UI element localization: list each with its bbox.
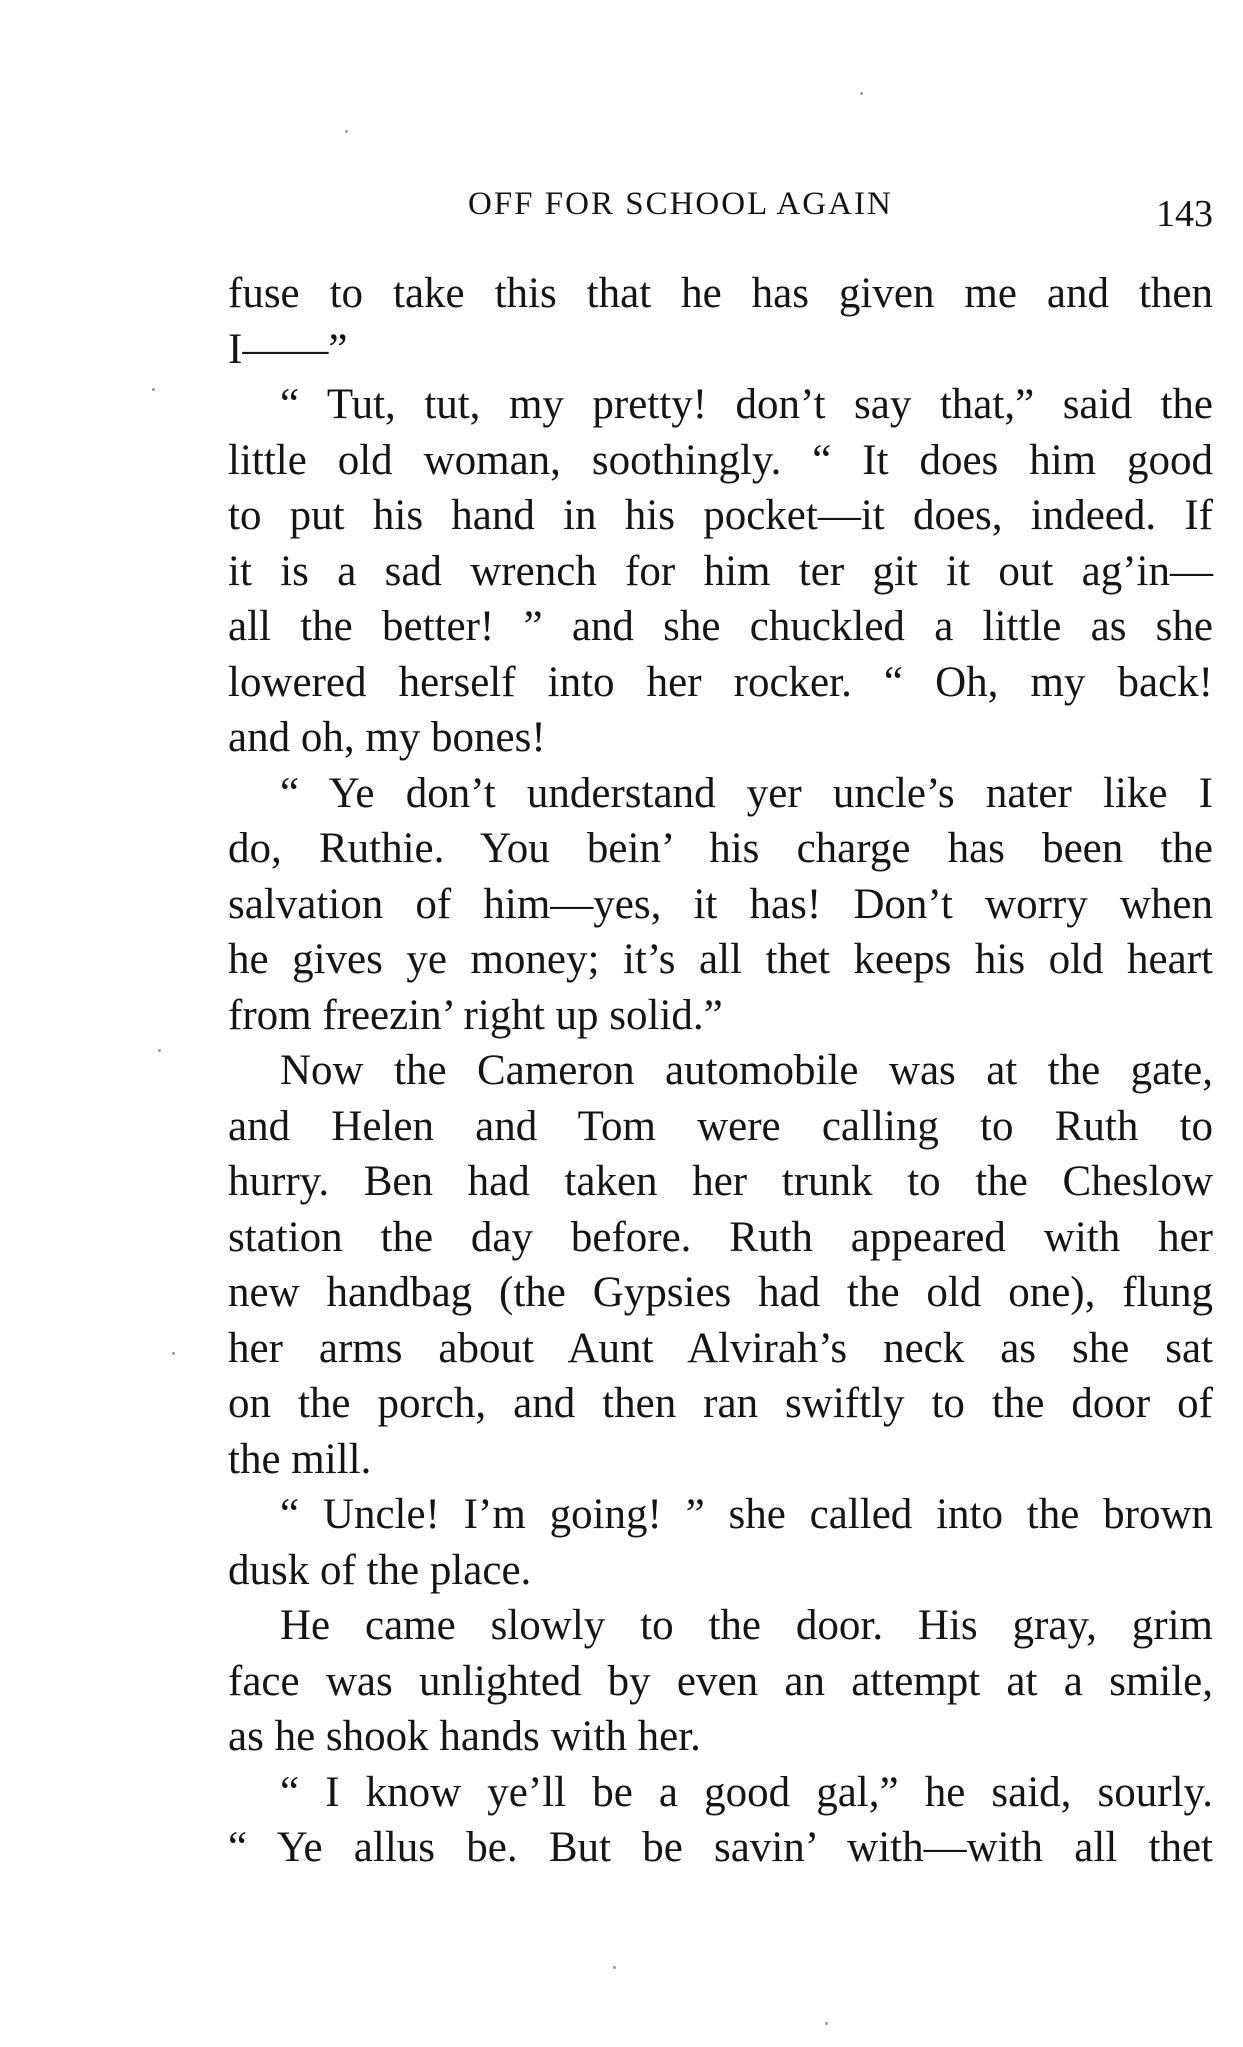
running-title: OFF FOR SCHOOL AGAIN [468,186,893,222]
scan-speck [825,2022,828,2025]
scan-speck [152,388,155,391]
text-line: He came slowly to the door. His gray, grim [280,1602,1213,1649]
scan-speck [158,1049,161,1052]
text-line: and oh, my bones! [228,714,546,761]
text-line: he gives ye money; it’s all thet keeps his old heart [228,936,1213,983]
text-line: “ Tut, tut, my pretty! don’t say that,” said the [280,381,1213,428]
text-line: “ Ye allus be. But be savin’ with—with all thet [228,1824,1213,1871]
text-line: little old woman, soothingly. “ It does him good [228,436,1213,484]
text-line: face was unlighted by even an attempt at a smile, [228,1657,1213,1705]
text-line: Now the Cameron automobile was at the gate, [280,1047,1213,1094]
page-number: 143 [1156,193,1213,235]
text-line: “ I know ye’ll be a good gal,” he said, sourly. [280,1768,1213,1816]
text-line: do, Ruthie. You bein’ his charge has been the [228,825,1213,872]
body-text [228,266,1213,1876]
text-line: new handbag (the Gypsies had the old one), flung [228,1269,1213,1316]
running-head [228,182,1213,235]
text-line: to put his hand in his pocket—it does, indeed. If [228,492,1213,539]
scan-speck [613,1966,616,1969]
text-line: dusk of the place. [228,1546,532,1594]
text-line: “ Ye don’t understand yer uncle’s nater like I [280,769,1213,817]
text-line: the mill. [228,1435,372,1483]
text-line: station the day before. Ruth appeared with her [228,1213,1213,1261]
text-line: as he shook hands with her. [228,1713,701,1760]
text-line: “ Uncle! I’m going! ” she called into the brown [280,1491,1213,1538]
scan-speck [860,92,863,95]
text-line: her arms about Aunt Alvirah’s neck as she sat [228,1324,1213,1372]
text-line: on the porch, and then ran swiftly to the door of [228,1380,1213,1427]
text-line: all the better! ” and she chuckled a little as she [228,603,1213,650]
text-line: fuse to take this that he has given me and then [228,270,1213,317]
scan-speck [345,130,348,133]
text-line: it is a sad wrench for him ter git it out ag’in— [228,547,1213,595]
text-line: I——” [228,325,348,373]
text-line: and Helen and Tom were calling to Ruth to [228,1102,1213,1150]
text-line: from freezin’ right up solid.” [228,991,723,1039]
text-line: hurry. Ben had taken her trunk to the Cheslow [228,1158,1213,1205]
text-line: salvation of him—yes, it has! Don’t worry when [228,880,1213,928]
scan-speck [172,1352,175,1355]
text-line: lowered herself into her rocker. “ Oh, my back! [228,658,1213,706]
